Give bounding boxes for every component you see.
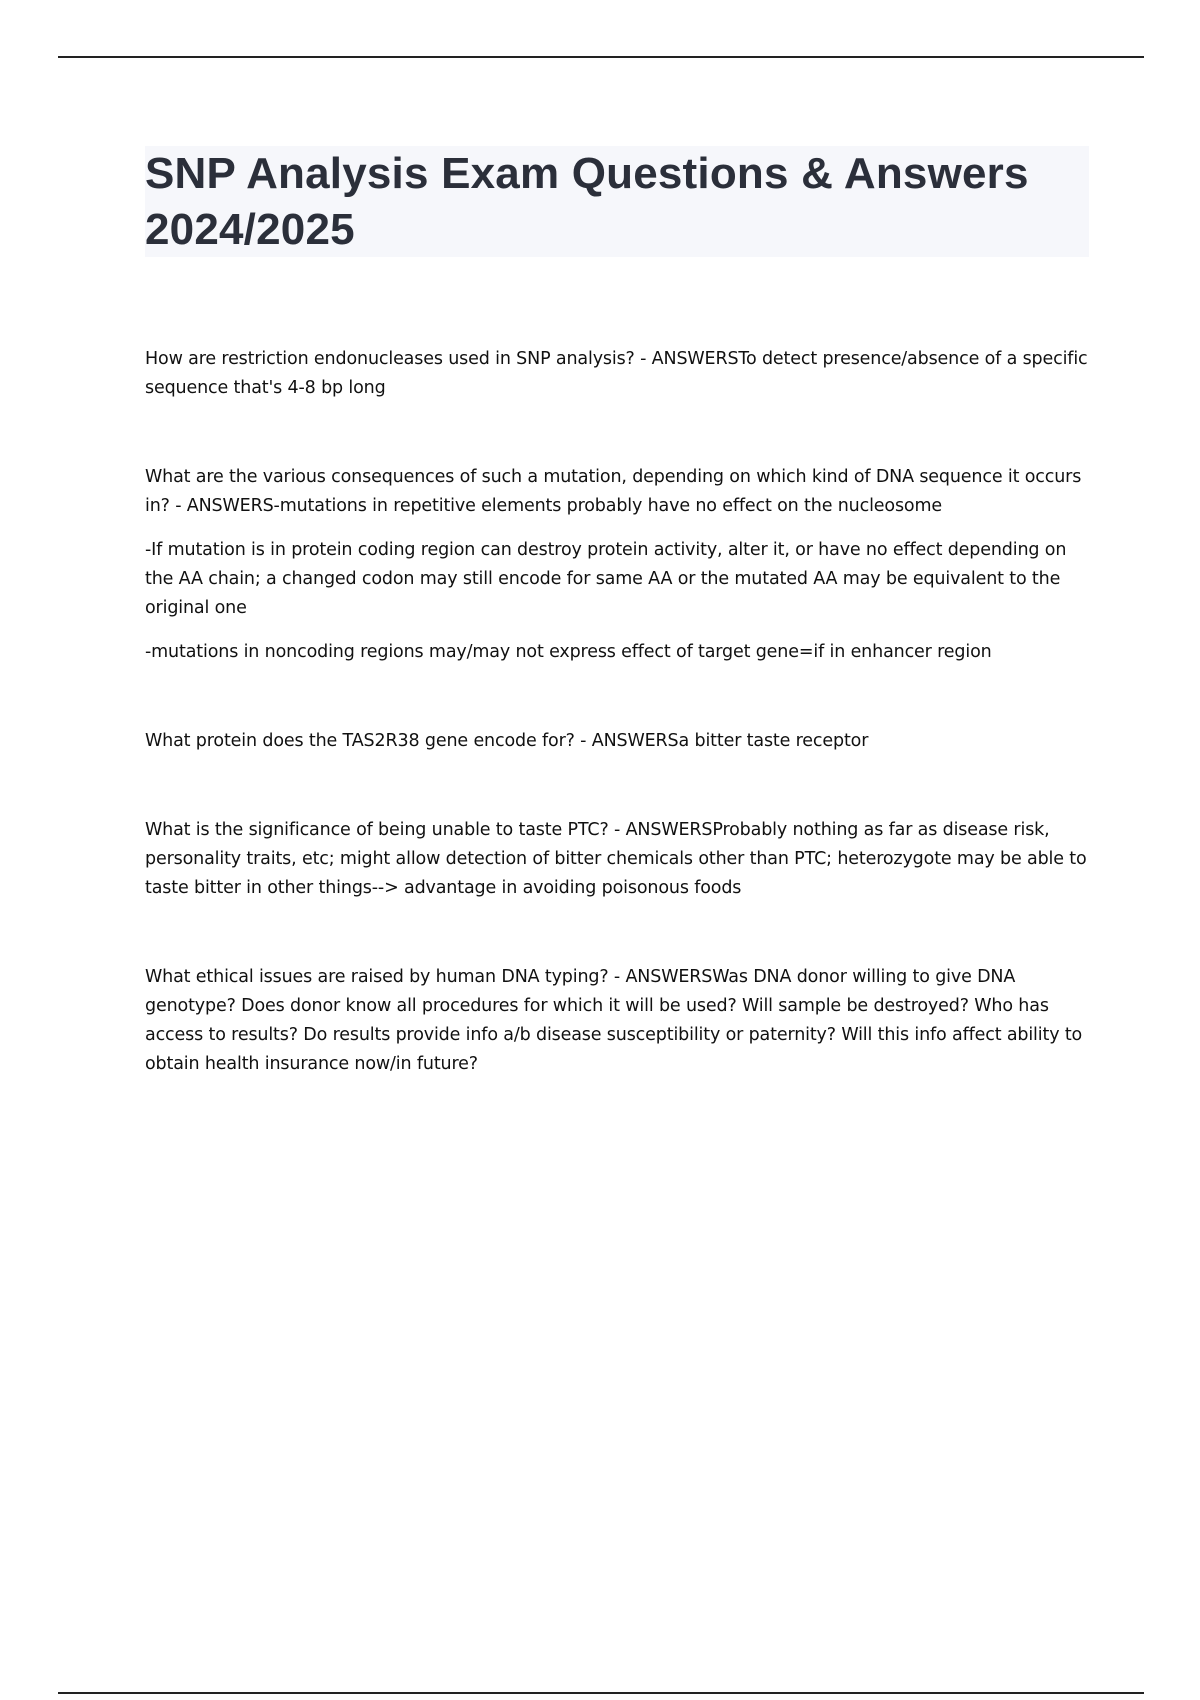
qa-paragraph: -mutations in noncoding regions may/may not express effect of target gene=if in enhancer region <box>145 642 992 662</box>
qa-paragraph: -If mutation is in protein coding region can destroy protein activity, alter it, or have no effect depending on the AA chain; a changed codon may still encode for same AA or the mutated AA may be equivalent to the original one <box>145 540 1067 618</box>
qa-content <box>145 345 1090 1139</box>
qa-paragraph: What ethical issues are raised by human DNA typing? - ANSWERSWas DNA donor willing to give DNA genotype? Does donor know all procedures for which it will be used? Will sample be destroyed? Who has access to results? Do results provide info a/b disease susceptibility or paternity? Will this info affect ability to obtain health insurance now/in future? <box>145 967 1083 1074</box>
qa-item <box>145 963 1090 1079</box>
qa-paragraph: What are the various consequences of such a mutation, depending on which kind of DNA sequence it occurs in? - ANSWERS-mutations in repetitive elements probably have no effect on the nucleosome <box>145 467 1082 516</box>
qa-paragraph: How are restriction endonucleases used in SNP analysis? - ANSWERSTo detect presence/absence of a specific sequence that's 4-8 bp long <box>145 349 1088 398</box>
qa-item <box>145 463 1090 667</box>
bottom-rule <box>58 1692 1144 1694</box>
qa-item <box>145 727 1090 756</box>
document-title: SNP Analysis Exam Questions & Answers 2024/2025 <box>145 149 1029 254</box>
qa-item <box>145 816 1090 903</box>
qa-paragraph: What protein does the TAS2R38 gene encode for? - ANSWERSa bitter taste receptor <box>145 731 869 751</box>
qa-item <box>145 345 1090 403</box>
top-rule <box>58 56 1144 58</box>
qa-paragraph: What is the significance of being unable to taste PTC? - ANSWERSProbably nothing as far as disease risk, personality traits, etc; might allow detection of bitter chemicals other than PTC; heterozygote may be able to taste bitter in other things--> advantage in avoiding poisonous foods <box>145 820 1087 898</box>
